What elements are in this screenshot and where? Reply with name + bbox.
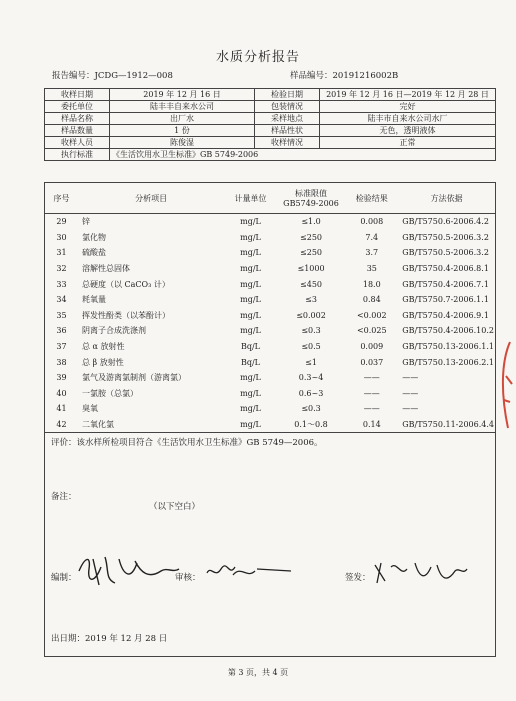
info-value: 陈俊湿 [110, 137, 255, 149]
info-label: 样品数量 [45, 125, 110, 137]
row-unit: mg/L [240, 248, 261, 258]
row-number: 34 [56, 295, 67, 305]
info-value-2: 无色，透明液体 [320, 125, 496, 137]
row-method: GB/T5750.6-2006.4.2 [402, 217, 489, 227]
row-item: 氯气及游离氯制剂（游离氯） [82, 373, 186, 383]
info-value-2: 正常 [320, 137, 496, 149]
row-item: 一氯胺（总氯） [82, 388, 138, 398]
row-result: —— [363, 404, 380, 414]
table-row [45, 401, 495, 417]
table-row [45, 214, 495, 230]
results-header [45, 183, 495, 214]
blank-marker: （以下空白） [149, 502, 201, 512]
standard-label: 执行标准 [45, 149, 110, 161]
row-result: 0.84 [362, 295, 381, 305]
info-label-2: 检验日期 [255, 89, 320, 101]
row-method: GB/T5750.4-2006.9.1 [402, 310, 489, 320]
info-value-2: 完好 [320, 101, 496, 113]
row-number: 32 [56, 264, 67, 274]
row-item: 硫酸盐 [82, 248, 106, 258]
row-method: GB/T5750.11-2006.4.4 [398, 417, 495, 433]
row-limit: ≤1000 [297, 264, 325, 274]
row-unit: mg/L [240, 373, 261, 383]
row-number: 29 [56, 217, 67, 227]
row-item: 总 α 放射性 [82, 342, 125, 352]
issue-date: 出日期：2019 年 12 月 28 日 [51, 634, 168, 644]
table-row [45, 261, 495, 277]
editor-label: 编制： [51, 573, 77, 583]
row-unit: mg/L [240, 388, 261, 398]
sample-info-table [44, 88, 496, 161]
table-row [45, 354, 495, 370]
table-row [45, 417, 495, 433]
header-limit-line1: 标准限值 [295, 189, 328, 198]
signer-signature [371, 555, 471, 587]
row-method: GB/T5750.4-2006.10.2 [402, 326, 494, 336]
signer-label: 签发： [345, 573, 371, 583]
table-row [45, 292, 495, 308]
row-unit: mg/L [240, 404, 261, 414]
row-item: 溶解性总固体 [82, 264, 130, 274]
row-item: 二氧化氯 [78, 417, 224, 433]
table-row [45, 276, 495, 292]
report-title: 水质分析报告 [215, 50, 300, 65]
row-result: <0.025 [356, 326, 387, 336]
row-result: 35 [366, 264, 377, 274]
info-label: 样品名称 [45, 113, 110, 125]
row-item: 氯化物 [82, 232, 106, 242]
header-limit-line2: GB5749-2006 [283, 199, 339, 208]
info-row [45, 101, 496, 113]
info-value-2: 陆丰市自来水公司水厂 [320, 113, 496, 125]
row-result: <0.002 [356, 310, 387, 320]
row-limit: ≤0.002 [296, 310, 326, 320]
row-unit: mg/L [240, 279, 261, 289]
row-method: GB/T5750.5-2006.3.2 [402, 232, 489, 242]
row-number: 39 [56, 373, 67, 383]
row-number: 31 [56, 248, 67, 258]
row-unit: mg/L [240, 264, 261, 274]
table-row [45, 323, 495, 339]
seal-stamp-edge [496, 340, 516, 430]
row-item: 挥发性酚类（以苯酚计） [82, 310, 170, 320]
row-unit: mg/L [240, 295, 261, 305]
table-row [45, 370, 495, 386]
table-row [45, 230, 495, 246]
reviewer-signature [203, 559, 293, 585]
row-unit: mg/L [240, 310, 261, 320]
info-label: 收样人员 [45, 137, 110, 149]
row-limit: 0.1～0.8 [277, 417, 346, 433]
header-result: 检验结果 [345, 183, 398, 214]
sample-number: 样品编号：20191216002B [290, 71, 399, 81]
row-limit: ≤1 [305, 357, 317, 367]
header-method: 方法依据 [398, 183, 495, 214]
row-number: 36 [56, 326, 67, 336]
note-label: 备注： [51, 492, 77, 502]
row-limit: ≤3 [305, 295, 317, 305]
row-result: 7.4 [365, 232, 379, 242]
row-number: 33 [56, 279, 67, 289]
editor-signature [75, 549, 185, 589]
info-value: 出厂水 [110, 113, 255, 125]
row-limit: ≤0.5 [301, 342, 321, 352]
row-result: —— [363, 388, 380, 398]
row-limit: ≤1.0 [301, 217, 321, 227]
header-item: 分析项目 [78, 183, 224, 214]
report-number: 报告编号：JCDG—1912—008 [52, 71, 173, 81]
row-unit: Bq/L [240, 357, 260, 367]
row-limit: ≤0.3 [301, 326, 321, 336]
page-footer: 第 3 页，共 4 页 [227, 668, 289, 677]
info-label: 委托单位 [45, 101, 110, 113]
row-limit: ≤450 [300, 279, 323, 289]
header-unit: 计量单位 [224, 183, 277, 214]
standard-row [45, 149, 496, 161]
row-limit: ≤250 [300, 248, 323, 258]
info-label-2: 收样情况 [255, 137, 320, 149]
row-number: 38 [56, 357, 67, 367]
row-method: GB/T5750.5-2006.3.2 [402, 248, 489, 258]
standard-value: 《生活饮用水卫生标准》GB 5749-2006 [110, 149, 496, 161]
row-unit: Bq/L [240, 342, 260, 352]
row-limit: 0.6~3 [298, 388, 324, 398]
info-row [45, 89, 496, 101]
table-row [45, 339, 495, 355]
info-label: 收样日期 [45, 89, 110, 101]
row-item: 锌 [82, 217, 90, 227]
info-value: 陆丰丰自来水公司 [110, 101, 255, 113]
row-number: 42 [45, 417, 78, 433]
info-label-2: 采样地点 [255, 113, 320, 125]
table-row [45, 386, 495, 402]
row-result: 18.0 [362, 279, 381, 289]
info-label-2: 包装情况 [255, 101, 320, 113]
row-unit: mg/L [224, 417, 277, 433]
header-no: 序号 [45, 183, 78, 214]
row-limit: ≤0.3 [301, 404, 321, 414]
row-number: 30 [56, 232, 67, 242]
row-method: —— [402, 388, 419, 398]
row-item: 总硬度（以 CaCO₃ 计） [82, 279, 170, 289]
row-unit: mg/L [240, 217, 261, 227]
row-method: GB/T5750.7-2006.1.1 [402, 295, 489, 305]
row-item: 臭氧 [82, 404, 98, 414]
row-item: 总 β 放射性 [82, 357, 124, 367]
info-label-2: 样品性状 [255, 125, 320, 137]
row-item: 耗氧量 [82, 295, 106, 305]
results-box [44, 182, 496, 657]
row-number: 35 [56, 310, 67, 320]
results-table [45, 183, 495, 433]
row-method: GB/T5750.13-2006.1.1 [402, 342, 494, 352]
info-row [45, 137, 496, 149]
row-method: GB/T5750.13-2006.2.1 [402, 357, 494, 367]
row-method: GB/T5750.4-2006.7.1 [402, 279, 489, 289]
info-row [45, 125, 496, 137]
row-item: 阴离子合成洗涤剂 [82, 326, 146, 336]
row-method: —— [402, 404, 419, 414]
row-result: 3.7 [365, 248, 379, 258]
info-value: 2019 年 12 月 16 日 [110, 89, 255, 101]
info-value-2: 2019 年 12 月 16 日—2019 年 12 月 28 日 [320, 89, 496, 101]
row-number: 37 [56, 342, 67, 352]
table-row [45, 308, 495, 324]
row-unit: mg/L [240, 232, 261, 242]
row-result: 0.14 [345, 417, 398, 433]
table-row [45, 245, 495, 261]
row-result: 0.037 [360, 357, 384, 367]
row-unit: mg/L [240, 326, 261, 336]
row-limit: ≤250 [300, 232, 323, 242]
row-method: GB/T5750.4-2006.8.1 [402, 264, 489, 274]
row-result: 0.008 [360, 217, 384, 227]
row-number: 40 [56, 388, 67, 398]
row-number: 41 [56, 404, 67, 414]
info-row [45, 113, 496, 125]
row-result: 0.009 [360, 342, 384, 352]
row-result: —— [363, 373, 380, 383]
row-method: —— [402, 373, 419, 383]
header-limit [277, 183, 346, 214]
row-limit: 0.3~4 [298, 373, 324, 383]
evaluation-text: 评价：该水样所检项目符合《生活饮用水卫生标准》GB 5749—2006。 [51, 438, 323, 448]
reviewer-label: 审核： [175, 573, 201, 583]
info-value: 1 份 [110, 125, 255, 137]
